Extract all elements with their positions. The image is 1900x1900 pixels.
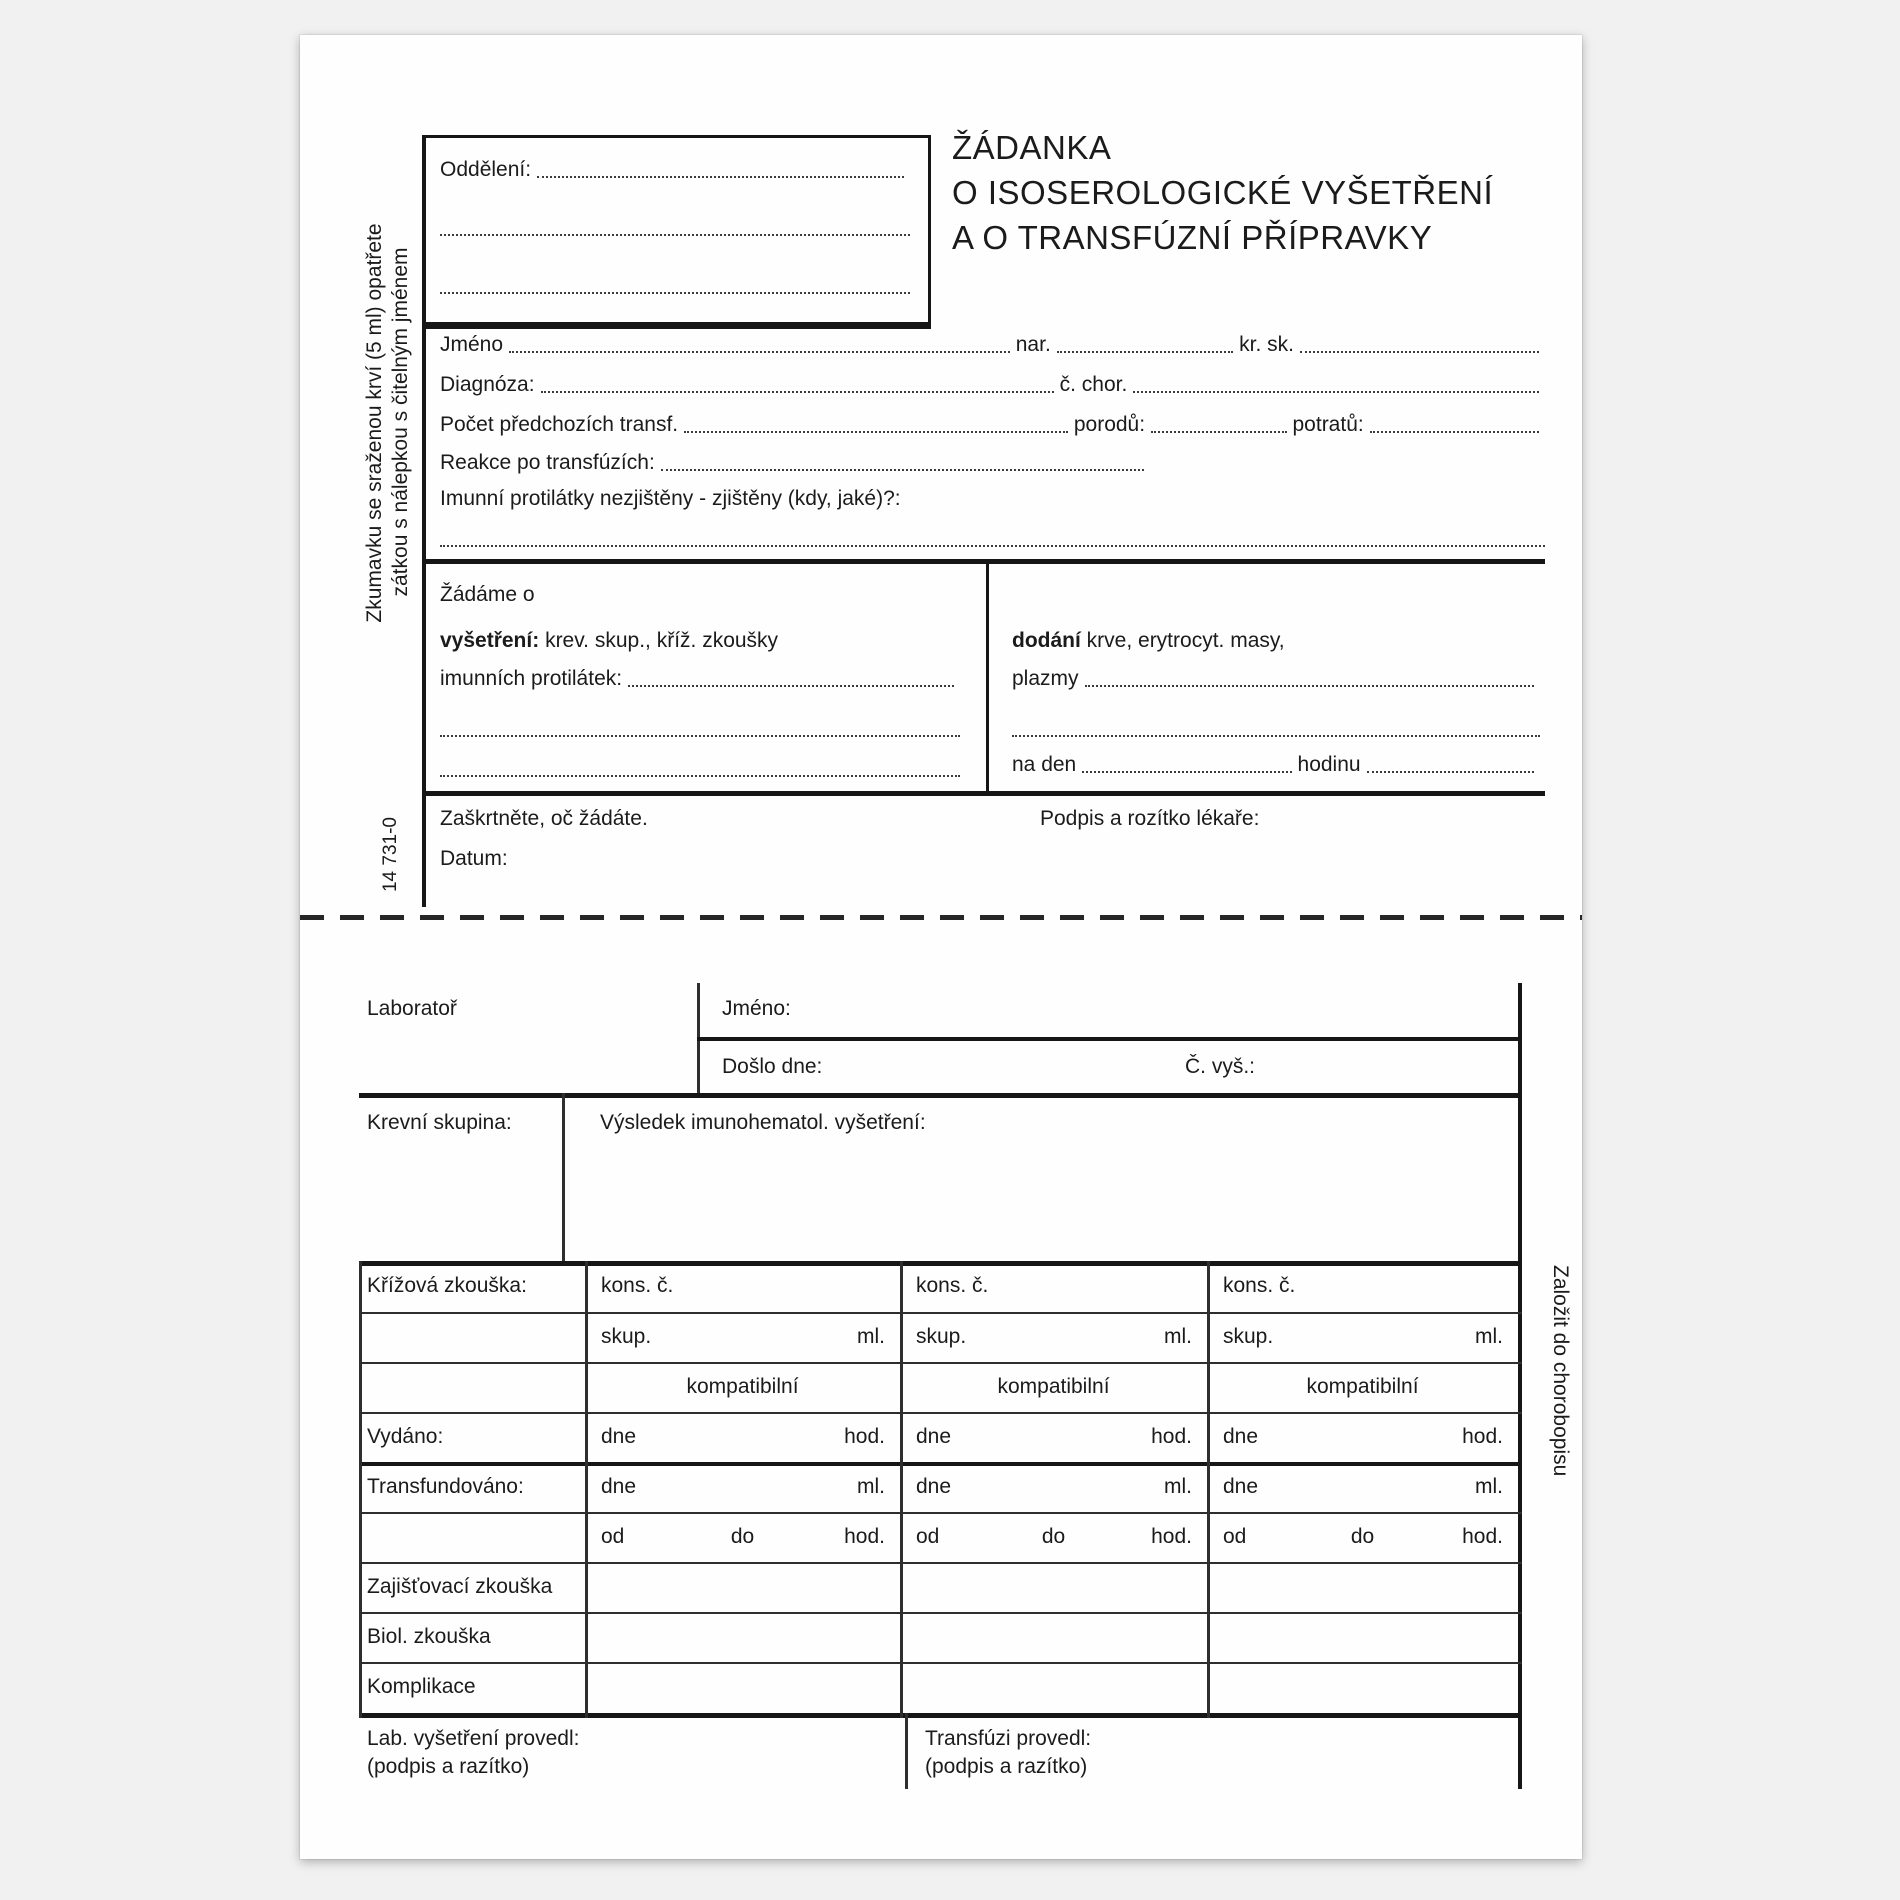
- request-block-divider: [986, 559, 989, 794]
- immunohematology-result-label: Výsledek imunohematol. vyšetření:: [600, 1111, 926, 1134]
- footer-divider: [905, 1713, 908, 1789]
- delivery-text: krve, erytrocyt. masy,: [1086, 629, 1285, 652]
- diagnosis-row: [440, 371, 1545, 397]
- form-title-line2: O ISOSEROLOGICKÉ VYŠETŘENÍ: [952, 174, 1494, 211]
- transfused-day-label: dne: [601, 1475, 637, 1498]
- table-top-border: [359, 1261, 1522, 1266]
- patient-bloodgroup-fill-line: [1300, 351, 1539, 353]
- patient-name-label: Jméno: [440, 333, 504, 356]
- tube-instruction-line2: zátkou s nálepkou s čitelným jménem: [389, 247, 412, 597]
- blood-group-label: Krevní skupina:: [367, 1111, 512, 1134]
- from-label: od: [1223, 1525, 1247, 1548]
- reactions-label: Reakce po transfúzích:: [440, 451, 655, 474]
- lab-name-label: Jméno:: [722, 997, 791, 1020]
- lab-header-bottom-border: [359, 1093, 1521, 1098]
- chart-no-fill-line: [1133, 391, 1539, 393]
- bio-test-label: Biol. zkouška: [367, 1625, 491, 1648]
- issued-day-label: dne: [1223, 1425, 1259, 1448]
- antibodies-fill-line: [440, 521, 1545, 547]
- group-label: skup.: [1223, 1325, 1274, 1348]
- to-label: do: [1041, 1525, 1066, 1548]
- ml-label: ml.: [857, 1325, 885, 1348]
- transfusion-signature-label: (podpis a razítko): [925, 1755, 1088, 1778]
- compatible-label: kompatibilní: [1306, 1375, 1419, 1398]
- births-label: porodů:: [1073, 413, 1146, 436]
- issued-hour-label: hod.: [1462, 1425, 1503, 1448]
- lab-performed-label: Lab. vyšetření provedl:: [367, 1727, 580, 1750]
- antibodies-request-fill-line: [628, 685, 954, 687]
- compatible-label: kompatibilní: [686, 1375, 799, 1398]
- transfused-day-label: dne: [916, 1475, 952, 1498]
- conserve-no-label: kons. č.: [1223, 1274, 1296, 1297]
- request-block-top-border: [422, 559, 1545, 564]
- table-gridline: [359, 1612, 1522, 1614]
- crossmatch-label: Křížová zkouška:: [367, 1274, 527, 1297]
- transfused-ml-label: ml.: [857, 1475, 885, 1498]
- plasma-row: [1012, 665, 1540, 691]
- previous-transfusions-row: [440, 411, 1545, 437]
- form-title-line1: ŽÁDANKA: [952, 129, 1112, 166]
- issued-label: Vydáno:: [367, 1425, 444, 1448]
- patient-born-fill-line: [1057, 351, 1233, 353]
- chart-no-label: č. chor.: [1059, 373, 1128, 396]
- department-box: [426, 135, 931, 329]
- table-heavy-gridline: [359, 1462, 1522, 1466]
- from-label: od: [601, 1525, 625, 1548]
- examination-option: [440, 629, 778, 653]
- issued-day-label: dne: [916, 1425, 952, 1448]
- compatible-label: kompatibilní: [997, 1375, 1110, 1398]
- lab-form-right-border: [1518, 983, 1522, 1789]
- patient-bloodgroup-label: kr. sk.: [1239, 333, 1295, 356]
- delivery-label: dodání: [1012, 629, 1081, 652]
- patient-name-fill-line: [509, 351, 1010, 353]
- we-request-label: Žádáme o: [440, 583, 535, 606]
- diagnosis-label: Diagnóza:: [440, 373, 535, 396]
- abortions-fill-line: [1370, 431, 1539, 433]
- to-label: do: [1350, 1525, 1375, 1548]
- abortions-label: potratů:: [1292, 413, 1364, 436]
- delivery-date-row: [1012, 751, 1540, 777]
- table-column-divider: [900, 1261, 903, 1718]
- date-label: Datum:: [440, 847, 508, 870]
- plasma-label: plazmy: [1012, 667, 1079, 690]
- tear-off-separator: [300, 915, 1582, 920]
- issued-day-label: dne: [601, 1425, 637, 1448]
- laboratory-label: Laboratoř: [367, 997, 457, 1020]
- department-fill-line-2: [440, 210, 910, 236]
- form-page: [300, 35, 1582, 1859]
- births-fill-line: [1151, 431, 1286, 433]
- request-fill-line-1: [440, 711, 960, 737]
- table-gridline: [359, 1662, 1522, 1664]
- table-column-divider: [585, 1261, 588, 1718]
- table-column-divider: [1207, 1261, 1210, 1718]
- issued-hour-label: hod.: [1151, 1425, 1192, 1448]
- table-gridline: [359, 1312, 1522, 1314]
- delivery-fill-line: [1012, 711, 1540, 737]
- lab-name-underline: [697, 1037, 1521, 1041]
- transfused-ml-label: ml.: [1164, 1475, 1192, 1498]
- on-day-label: na den: [1012, 753, 1077, 776]
- on-day-fill-line: [1082, 771, 1291, 773]
- transfusion-performed-label: Transfúzi provedl:: [925, 1727, 1092, 1750]
- blood-group-divider: [562, 1093, 565, 1263]
- ml-label: ml.: [1164, 1325, 1192, 1348]
- examination-text: krev. skup., kříž. zkoušky: [545, 629, 779, 652]
- transfused-label: Transfundováno:: [367, 1475, 524, 1498]
- transfused-ml-label: ml.: [1475, 1475, 1503, 1498]
- table-gridline: [359, 1562, 1522, 1564]
- reactions-fill-line: [661, 469, 1144, 471]
- file-note: Založit do chorobopisu: [1549, 1265, 1572, 1477]
- ml-label: ml.: [1475, 1325, 1503, 1348]
- issued-hour-label: hod.: [844, 1425, 885, 1448]
- department-label: Oddělení:: [440, 158, 532, 181]
- antibodies-question-label: Imunní protilátky nezjištěny - zjištěny (kdy, jaké)?:: [440, 487, 901, 510]
- group-label: skup.: [916, 1325, 967, 1348]
- table-gridline: [359, 1512, 1522, 1514]
- table-left-border: [359, 1261, 362, 1718]
- patient-name-row: [440, 331, 1545, 357]
- request-fill-line-2: [440, 751, 960, 777]
- form-title-line3: A O TRANSFÚZNÍ PŘÍPRAVKY: [952, 219, 1433, 256]
- exam-no-label: Č. vyš.:: [1185, 1055, 1256, 1078]
- delivery-option: [1012, 629, 1285, 653]
- prev-transfusions-fill-line: [684, 431, 1068, 433]
- table-gridline: [359, 1362, 1522, 1364]
- transfused-day-label: dne: [1223, 1475, 1259, 1498]
- hour-fill-line: [1367, 771, 1534, 773]
- examination-label: vyšetření:: [440, 629, 540, 652]
- received-date-label: Došlo dne:: [722, 1055, 823, 1078]
- table-bottom-border: [359, 1713, 1522, 1718]
- to-label: do: [730, 1525, 755, 1548]
- doctor-signature-label: Podpis a rozítko lékaře:: [1040, 807, 1260, 830]
- from-label: od: [916, 1525, 940, 1548]
- lab-signature-label: (podpis a razítko): [367, 1755, 530, 1778]
- table-gridline: [359, 1412, 1522, 1414]
- hour-cell-label: hod.: [1151, 1525, 1192, 1548]
- department-fill-line-3: [440, 268, 910, 294]
- conserve-no-label: kons. č.: [916, 1274, 989, 1297]
- antibodies-request-row: [440, 665, 960, 691]
- form-title: [952, 125, 1493, 260]
- hour-label: hodinu: [1297, 753, 1361, 776]
- form-number: 14 731-0: [380, 817, 401, 893]
- group-label: skup.: [601, 1325, 652, 1348]
- tube-instruction-line1: Zkumavku se sraženou krví (5 ml) opatřete: [363, 223, 386, 623]
- plasma-fill-line: [1085, 685, 1534, 687]
- diagnosis-fill-line: [541, 391, 1054, 393]
- prev-transfusions-label: Počet předchozích transf.: [440, 413, 679, 436]
- complications-label: Komplikace: [367, 1675, 476, 1698]
- request-block-bottom-border: [422, 791, 1545, 796]
- hour-cell-label: hod.: [1462, 1525, 1503, 1548]
- conserve-no-label: kons. č.: [601, 1274, 674, 1297]
- secure-test-label: Zajišťovací zkouška: [367, 1575, 553, 1598]
- reactions-row: [440, 449, 1150, 475]
- antibodies-request-label: imunních protilátek:: [440, 667, 623, 690]
- patient-born-label: nar.: [1015, 333, 1051, 356]
- hour-cell-label: hod.: [844, 1525, 885, 1548]
- tick-note-label: Zaškrtněte, oč žádáte.: [440, 807, 648, 830]
- department-fill-line: [537, 176, 904, 178]
